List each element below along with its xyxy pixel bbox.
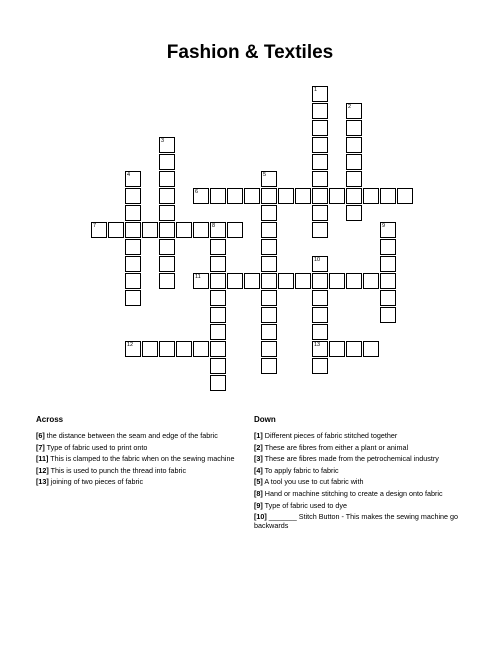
clue-text: This is clamped to the fabric when on the sewing machine <box>50 454 235 464</box>
across-clue <box>36 455 251 464</box>
crossword-cell[interactable] <box>159 222 175 238</box>
crossword-cell[interactable] <box>346 103 362 119</box>
crossword-cell[interactable] <box>210 324 226 340</box>
crossword-cell[interactable] <box>278 188 294 204</box>
crossword-cell[interactable] <box>125 205 141 221</box>
crossword-cell[interactable] <box>312 137 328 153</box>
crossword-cell[interactable] <box>329 341 345 357</box>
down-clue <box>254 478 469 487</box>
crossword-cell[interactable] <box>210 375 226 391</box>
crossword-cell[interactable] <box>380 290 396 306</box>
crossword-cell[interactable] <box>261 307 277 323</box>
crossword-cell[interactable] <box>142 341 158 357</box>
crossword-cell[interactable] <box>312 154 328 170</box>
crossword-cell[interactable] <box>142 222 158 238</box>
crossword-cell[interactable] <box>210 358 226 374</box>
clue-number: 2 <box>348 104 352 110</box>
down-clue <box>254 490 469 499</box>
crossword-cell[interactable] <box>363 273 379 289</box>
crossword-cell[interactable] <box>380 222 396 238</box>
crossword-cell[interactable] <box>346 188 362 204</box>
clue-number-label: [3] <box>254 454 263 464</box>
crossword-cell[interactable] <box>159 171 175 187</box>
crossword-cell[interactable] <box>193 188 209 204</box>
crossword-cell[interactable] <box>346 154 362 170</box>
clue-number-label: [9] <box>254 500 263 510</box>
clue-number: 10 <box>314 257 321 263</box>
crossword-cell[interactable] <box>380 188 396 204</box>
clue-number: 12 <box>127 342 134 348</box>
crossword-cell[interactable] <box>193 222 209 238</box>
crossword-cell[interactable] <box>312 307 328 323</box>
clue-number: 1 <box>314 87 318 93</box>
crossword-cell[interactable] <box>210 239 226 255</box>
crossword-cell[interactable] <box>380 307 396 323</box>
down-heading: Down <box>254 415 276 424</box>
crossword-cell[interactable] <box>193 273 209 289</box>
crossword-cell[interactable] <box>125 341 141 357</box>
clue-number: 5 <box>263 172 267 178</box>
crossword-cell[interactable] <box>312 273 328 289</box>
across-clue <box>36 478 251 487</box>
clue-number-label: [7] <box>36 442 45 452</box>
crossword-cell[interactable] <box>227 273 243 289</box>
clue-text: This is used to punch the thread into fabric <box>50 465 187 475</box>
crossword-cell[interactable] <box>261 239 277 255</box>
crossword-cell[interactable] <box>329 273 345 289</box>
crossword-cell[interactable] <box>346 120 362 136</box>
clue-number-label: [2] <box>254 442 263 452</box>
down-clue <box>254 444 469 453</box>
clue-number: 6 <box>195 189 199 195</box>
crossword-cell[interactable] <box>397 188 413 204</box>
crossword-cell[interactable] <box>261 205 277 221</box>
clue-text: These are fibres made from the petrochemical industry <box>264 454 439 464</box>
clue-number-label: [11] <box>36 454 49 464</box>
crossword-cell[interactable] <box>312 86 328 102</box>
clue-text: A tool you use to cut fabric with <box>264 477 364 487</box>
crossword-cell[interactable] <box>244 188 260 204</box>
crossword-cell[interactable] <box>159 137 175 153</box>
clue-number-label: [10] <box>254 512 267 522</box>
crossword-cell[interactable] <box>295 273 311 289</box>
crossword-cell[interactable] <box>125 290 141 306</box>
crossword-cell[interactable] <box>346 341 362 357</box>
crossword-cell[interactable] <box>380 256 396 272</box>
clue-text: the distance between the seam and edge of the fabric <box>46 431 218 440</box>
across-clue <box>36 467 251 476</box>
crossword-cell[interactable] <box>346 273 362 289</box>
crossword-cell[interactable] <box>91 222 107 238</box>
clue-number: 8 <box>212 223 216 229</box>
crossword-cell[interactable] <box>193 341 209 357</box>
clue-number-label: [6] <box>36 431 45 440</box>
crossword-cell[interactable] <box>176 222 192 238</box>
clue-number-label: [4] <box>254 465 263 475</box>
crossword-cell[interactable] <box>261 290 277 306</box>
crossword-cell[interactable] <box>312 256 328 272</box>
clue-text: Type of fabric used to print onto <box>46 442 148 452</box>
crossword-cell[interactable] <box>346 205 362 221</box>
clue-text: Different pieces of fabric stitched together <box>264 431 398 440</box>
crossword-cell[interactable] <box>159 341 175 357</box>
down-clue <box>254 467 469 476</box>
crossword-cell[interactable] <box>108 222 124 238</box>
down-clue <box>254 455 469 464</box>
crossword-cell[interactable] <box>210 222 226 238</box>
clue-number: 11 <box>195 274 201 280</box>
clue-text: These are fibres from either a plant or animal <box>264 442 409 452</box>
crossword-cell[interactable] <box>312 171 328 187</box>
crossword-cell[interactable] <box>312 222 328 238</box>
crossword-cell[interactable] <box>312 103 328 119</box>
crossword-cell[interactable] <box>125 256 141 272</box>
clue-text: joining of two pieces of fabric <box>50 477 144 487</box>
crossword-cell[interactable] <box>363 341 379 357</box>
clue-text: _______ Stitch Button - This makes the sewing machine go backwards <box>254 512 459 530</box>
crossword-cell[interactable] <box>363 188 379 204</box>
crossword-cell[interactable] <box>159 188 175 204</box>
clue-number: 9 <box>382 223 386 229</box>
down-clue-list <box>254 432 469 533</box>
clue-text: Type of fabric used to dye <box>264 500 347 510</box>
crossword-cell[interactable] <box>261 341 277 357</box>
crossword-cell[interactable] <box>346 137 362 153</box>
clue-number: 4 <box>127 172 131 178</box>
crossword-cell[interactable] <box>312 120 328 136</box>
clue-number-label: [1] <box>254 431 263 440</box>
crossword-cell[interactable] <box>125 188 141 204</box>
clue-number-label: [5] <box>254 477 263 487</box>
crossword-cell[interactable] <box>125 239 141 255</box>
clue-text: Hand or machine stitching to create a design onto fabric <box>264 488 443 498</box>
crossword-cell[interactable] <box>125 222 141 238</box>
crossword-cell[interactable] <box>261 324 277 340</box>
crossword-cell[interactable] <box>312 341 328 357</box>
crossword-cell[interactable] <box>244 273 260 289</box>
crossword-cell[interactable] <box>159 205 175 221</box>
across-clue <box>36 444 251 453</box>
crossword-cell[interactable] <box>261 256 277 272</box>
crossword-cell[interactable] <box>159 273 175 289</box>
crossword-cell[interactable] <box>329 188 345 204</box>
crossword-cell[interactable] <box>159 256 175 272</box>
crossword-cell[interactable] <box>176 341 192 357</box>
clue-number-label: [12] <box>36 465 49 475</box>
crossword-cell[interactable] <box>261 358 277 374</box>
crossword-cell[interactable] <box>125 171 141 187</box>
crossword-cell[interactable] <box>261 188 277 204</box>
crossword-cell[interactable] <box>210 273 226 289</box>
clue-text: To apply fabric to fabric <box>264 465 339 475</box>
crossword-cell[interactable] <box>346 171 362 187</box>
crossword-cell[interactable] <box>227 188 243 204</box>
crossword-cell[interactable] <box>312 324 328 340</box>
clue-number: 3 <box>161 138 165 144</box>
crossword-cell[interactable] <box>210 341 226 357</box>
crossword-cell[interactable] <box>312 205 328 221</box>
down-clue <box>254 432 469 441</box>
clue-number: 13 <box>314 342 321 348</box>
crossword-cell[interactable] <box>159 154 175 170</box>
clue-number: 7 <box>93 223 97 229</box>
crossword-cell[interactable] <box>261 222 277 238</box>
crossword-cell[interactable] <box>380 239 396 255</box>
crossword-cell[interactable] <box>210 307 226 323</box>
across-heading: Across <box>36 415 64 424</box>
crossword-cell[interactable] <box>295 188 311 204</box>
page-title: Fashion & Textiles <box>166 42 334 63</box>
crossword-cell[interactable] <box>278 273 294 289</box>
crossword-cell[interactable] <box>312 188 328 204</box>
crossword-cell[interactable] <box>261 273 277 289</box>
down-clue <box>254 513 469 530</box>
crossword-cell[interactable] <box>125 273 141 289</box>
down-clue <box>254 502 469 511</box>
clue-number-label: [8] <box>254 488 263 498</box>
across-clue <box>36 432 251 441</box>
across-clue-list <box>36 432 251 490</box>
crossword-cell[interactable] <box>312 290 328 306</box>
crossword-cell[interactable] <box>261 171 277 187</box>
crossword-cell[interactable] <box>159 239 175 255</box>
crossword-cell[interactable] <box>210 188 226 204</box>
clue-number-label: [13] <box>36 477 49 487</box>
crossword-cell[interactable] <box>380 273 396 289</box>
crossword-cell[interactable] <box>210 256 226 272</box>
crossword-cell[interactable] <box>210 290 226 306</box>
crossword-cell[interactable] <box>227 222 243 238</box>
crossword-cell[interactable] <box>312 358 328 374</box>
